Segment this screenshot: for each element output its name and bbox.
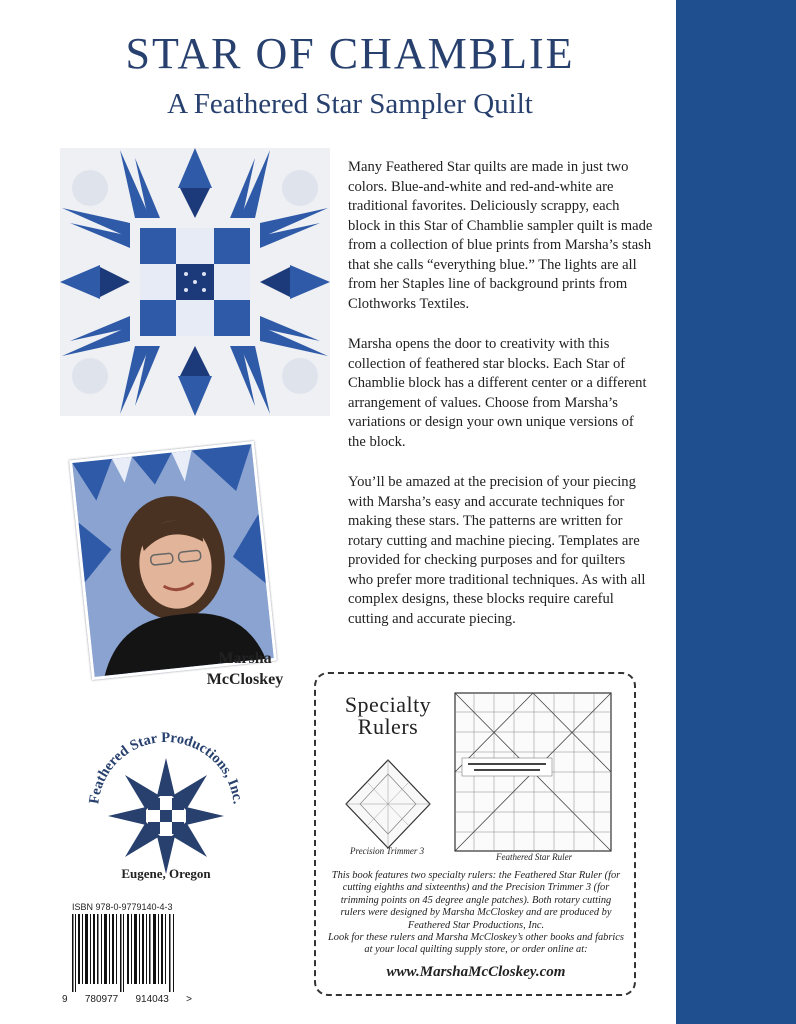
paragraph-3: You’ll be amazed at the precision of your piecing with Marsha’s easy and accurate techniques for making these stars. The patterns are written for rotary cutting and machine piecing. Templates are provided for checking purposes and for quilters who prefer more traditional techniques. As with all complex designs, these blocks require careful cutting and accurate piecing. <box>348 474 646 627</box>
rulers-look-for: Look for these rulers and Marsha McCloskey’s other books and fabrics at your local quilting supply store, or order online at: <box>328 932 624 956</box>
trimmer-caption: Precision Trimmer 3 <box>350 846 425 856</box>
isbn-label: ISBN 978-0-9779140-4-3 <box>72 902 173 912</box>
ruler-caption: Feathered Star Ruler <box>496 852 573 862</box>
barcode <box>70 914 178 992</box>
book-subtitle: A Feathered Star Sampler Quilt <box>167 88 533 120</box>
barcode-digit-group2: 914043 <box>135 994 169 1005</box>
author-last-name: McCloskey <box>206 671 284 688</box>
author-name <box>190 648 300 690</box>
book-title: STAR OF CHAMBLIE <box>125 29 575 78</box>
specialty-rulers-box <box>314 672 636 996</box>
barcode-digit-suffix: > <box>186 994 192 1005</box>
rulers-heading <box>328 694 448 738</box>
paragraph-1: Many Feathered Star quilts are made in just two colors. Blue-and-white and red-and-white are traditional favorites. Deliciously scrappy, each block in this Star of Chamblie sampler quilt is made from a collection of blue prints from Marsha’s stash that she calls “everything blue.” The lights are all from her Staples line of background prints from Clothworks Textiles. <box>348 159 653 312</box>
barcode-digit-prefix: 9 <box>62 994 68 1005</box>
barcode-digits <box>62 994 192 1005</box>
author-photo <box>69 441 277 680</box>
publisher-name: Feathered Star Productions, Inc. <box>86 729 246 805</box>
precision-trimmer-image <box>342 756 434 856</box>
website-link[interactable]: www.MarshaMcCloskey.com <box>386 964 566 980</box>
description-text <box>348 158 653 650</box>
quilt-block-image <box>60 148 330 416</box>
paragraph-2: Marsha opens the door to creativity with this collection of feathered star blocks. Each Star of Chamblie block has a different center or a different arrangement of values. Choose from Marsha’s variations or design your own unique versions of the block. <box>348 336 647 450</box>
book-spine <box>676 0 796 1024</box>
rulers-description <box>328 870 624 957</box>
author-first-name: Marsha <box>218 650 272 667</box>
publisher-city: Eugene, Oregon <box>121 866 211 881</box>
publisher-logo <box>82 712 250 892</box>
rulers-description-text: This book features two specialty rulers: the Feathered Star Ruler (for cutting eighths and sixteenths) and the Precision Trimmer 3 (for trimming points on 45 degree angle patches). Both rotary cutting rulers were designed by Marsha McCloskey and are produced by Feathered Star Productions, Inc. <box>331 870 621 931</box>
barcode-digit-group1: 780977 <box>84 994 119 1005</box>
rulers-heading-line2: Rulers <box>357 714 419 739</box>
feathered-star-ruler-image <box>454 692 612 852</box>
rulers-heading-line1: Specialty <box>344 692 432 717</box>
